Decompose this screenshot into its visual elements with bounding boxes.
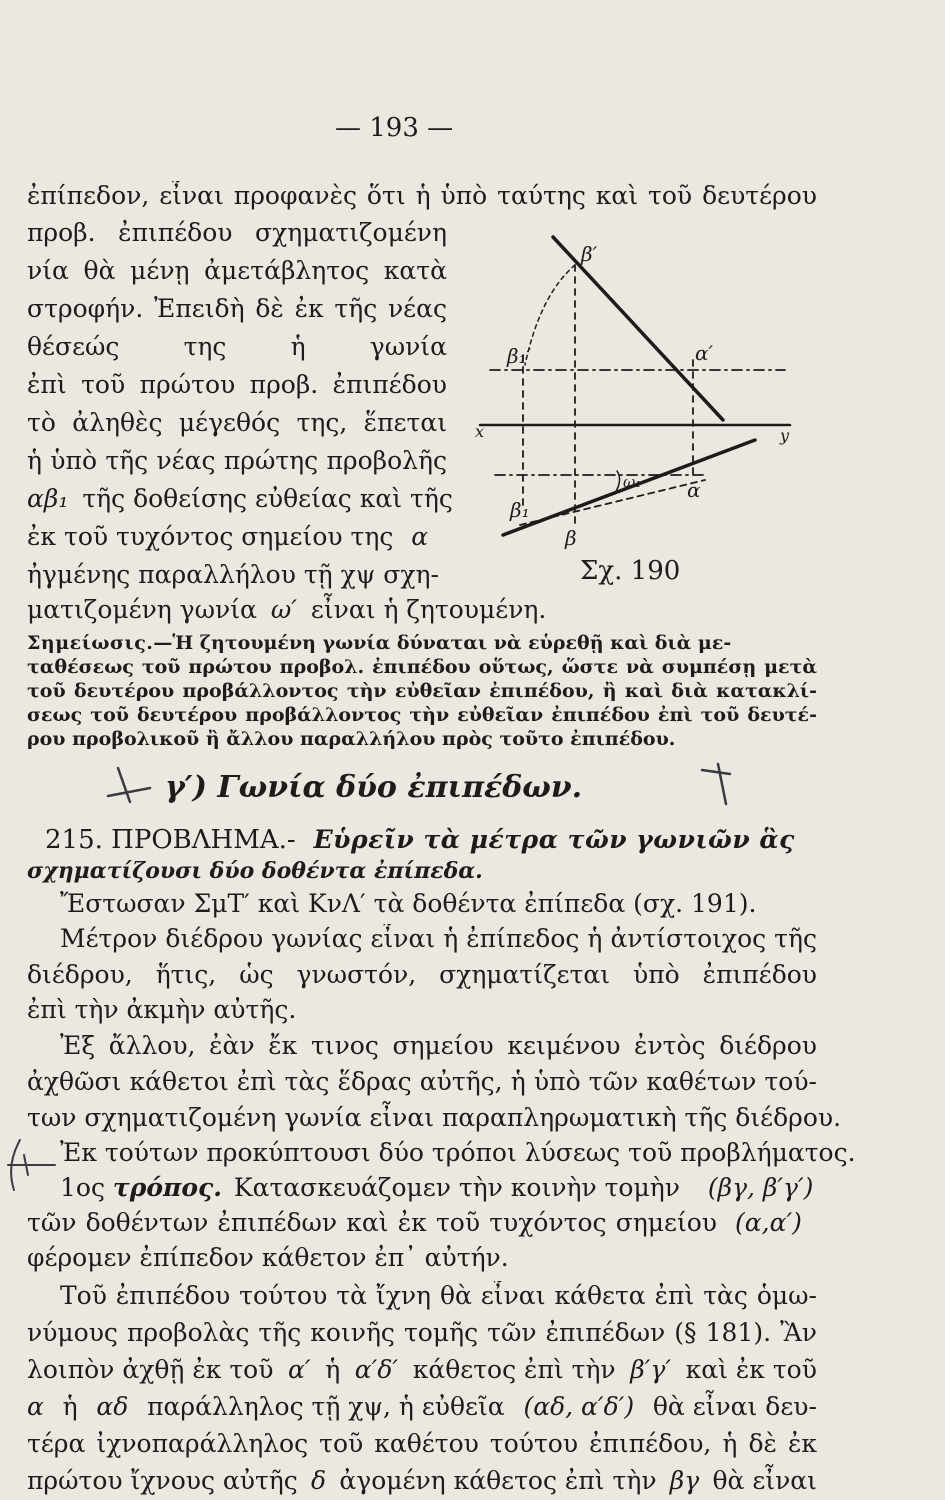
text-line: ἐπὶ τοῦ πρώτου προβ. ἐπιπέδου [27, 370, 447, 399]
footer-number [49, 1472, 50, 1473]
text-fragment: —Ἡ ζητουμένη γωνία δύναται νὰ εὑρεθῇ καὶ διὰ με- [153, 632, 732, 654]
text-line: Μέτρον διέδρου γωνίας εἶναι ἡ ἐπίπεδος ἡ ἀντίστοιχος τῆς [60, 924, 817, 953]
symbol-aa: (α,α′) [735, 1208, 802, 1237]
method-label: τρόπος. [112, 1173, 222, 1202]
text-fragment: εἶναι ἡ ζητουμένη. [310, 595, 547, 624]
label-y: y [780, 426, 790, 445]
text-line: Ἐκ τούτων προκύπτουσι δύο τρόποι λύσεως τοῦ προβλήματος. [60, 1138, 856, 1167]
text-fragment: ἐκ τοῦ τυχόντος σημείου της [27, 522, 394, 551]
symbol: α′ [288, 1355, 311, 1384]
text-line [27, 1355, 817, 1385]
line-a-b1 [520, 480, 705, 525]
symbol-bg: (βγ, β′γ′) [707, 1173, 814, 1202]
text-line: φέρομεν ἐπίπεδον κάθετον ἐπ᾿ αὐτήν. [27, 1243, 509, 1272]
symbol: α′δ′ [354, 1355, 399, 1384]
note-line: τοῦ δευτέρου προβάλλοντος τὴν εὐθεῖαν ἐπιπέδου, ἢ καὶ διὰ κατακλί- [27, 680, 817, 702]
text-line: στροφήν. Ἐπειδὴ δὲ ἐκ τῆς νέας [27, 294, 447, 323]
text-line [27, 522, 428, 552]
text-line [60, 1173, 817, 1203]
problem-line [45, 825, 815, 855]
footer [27, 1472, 50, 1473]
problem-line: σχηματίζουσι δύο δοθέντα ἐπίπεδα. [27, 858, 483, 884]
figure-caption: Σχ. 190 [580, 556, 681, 586]
symbol: (αδ, α′δ′) [523, 1392, 635, 1421]
text-fragment: Κατασκευάζομεν τὴν κοινὴν τομὴν [233, 1173, 680, 1202]
text-fragment: κάθετος ἐπὶ τὴν [412, 1355, 616, 1384]
text-line: Τοῦ ἐπιπέδου τούτου τὰ ἴχνη θὰ εἶναι κάθετα ἐπὶ τὰς ὁμω- [60, 1281, 817, 1310]
label-omega1: ω₁ [623, 473, 642, 491]
text-fragment: ἀγομένη κάθετος ἐπὶ τὴν [339, 1466, 657, 1495]
text-fragment: πρώτου ἴχνους αὐτῆς [27, 1466, 298, 1495]
problem-number: 215. ΠΡΟΒΛΗΜΑ.- [45, 825, 296, 855]
text-line: προβ. ἐπιπέδου σχηματιζομένη [27, 218, 447, 247]
symbol: βγ [669, 1466, 700, 1495]
text-line: ἡ ὑπὸ τῆς νέας πρώτης προβολῆς [27, 446, 447, 475]
text-line: νύμους προβολὰς τῆς κοινῆς τομῆς τῶν ἐπιπέδων (§ 181). Ἂν [27, 1318, 817, 1347]
symbol-a: α [411, 522, 429, 551]
section-heading: γ′) Γωνία δύο ἐπιπέδων. [165, 770, 583, 805]
label-a: α [687, 478, 701, 502]
text-fragment: ἡ [325, 1355, 341, 1384]
text-fragment: θὰ εἶναι [712, 1466, 817, 1495]
text-fragment: τῆς δοθείσης εὐθείας καὶ τῆς [82, 484, 453, 513]
text-fragment: λοιπὸν ἀχθῇ ἐκ τοῦ [27, 1355, 274, 1384]
text-line: ἐπὶ τὴν ἀκμὴν αὐτῆς. [27, 995, 297, 1024]
label-b: β [565, 526, 577, 550]
text-line [27, 1466, 817, 1496]
symbol: α [27, 1392, 44, 1421]
note-line: ρου προβολικοῦ ἢ ἄλλου παραλλήλου πρὸς τοῦτο ἐπιπέδου. [27, 728, 676, 750]
label-b1-prime: β₁′ [507, 344, 532, 368]
text-line: ἐπίπεδον, εἶναι προφανὲς ὅτι ἡ ὑπὸ ταύτης καὶ τοῦ δευτέρου [27, 181, 817, 210]
symbol-ab1: αβ₁ [27, 484, 69, 513]
method-number: 1ος [60, 1173, 105, 1202]
symbol: αδ [96, 1392, 129, 1421]
problem-title: Εὑρεῖν τὰ μέτρα τῶν γωνιῶν ἃς [313, 825, 795, 854]
label-b-prime: β′ [581, 242, 598, 266]
note-line: ταθέσεως τοῦ πρώτου προβολ. ἐπιπέδου οὕτως, ὥστε νὰ συμπέσῃ μετὰ [27, 656, 817, 678]
text-fragment: ματιζομένη γωνία [27, 595, 257, 624]
text-line: διέδρου, ἥτις, ὡς γνωστόν, σχηματίζεται ὑπὸ ἐπιπέδου [27, 960, 817, 989]
text-line: των σχηματιζομένη γωνία εἶναι παραπληρωματικὴ τῆς διέδρου. [27, 1103, 842, 1132]
page-number: — 193 — [335, 113, 454, 143]
text-fragment: παράλληλος τῇ χψ, ἡ εὐθεῖα [147, 1392, 505, 1421]
text-line [27, 1392, 817, 1422]
text-line: τὸ ἀληθὲς μέγεθός της, ἕπεται [27, 408, 447, 437]
note-line: σεως τοῦ δευτέρου προβάλλοντος τὴν εὐθεῖαν ἐπιπέδου ἐπὶ τοῦ δευτέ- [27, 704, 817, 726]
line-a-prime-b-prime [553, 237, 723, 420]
text-fragment: θὰ εἶναι δευ- [652, 1392, 817, 1421]
text-line: ἀχθῶσι κάθετοι ἐπὶ τὰς ἕδρας αὐτῆς, ἡ ὑπὸ τῶν καθέτων τού- [27, 1067, 817, 1096]
text-line: Ἐξ ἄλλου, ἐὰν ἔκ τινος σημείου κειμένου ἐντὸς διέδρου [60, 1031, 817, 1060]
label-x: x [475, 422, 485, 441]
text-line: θέσεώς της ἡ γωνία [27, 332, 447, 361]
symbol: β′γ′ [630, 1355, 671, 1384]
text-line: τέρα ἰχνοπαράλληλος τοῦ καθέτου τούτου ἐπιπέδου, ἡ δὲ ἐκ [27, 1429, 817, 1458]
symbol: δ [311, 1466, 327, 1495]
text-line: ἠγμένης παραλλήλου τῇ χψ σχη- [27, 560, 439, 589]
text-line [27, 595, 546, 625]
label-a-prime: α′ [695, 341, 714, 365]
text-fragment: καὶ ἐκ τοῦ [685, 1355, 817, 1384]
note-line [27, 631, 817, 655]
figure-190 [465, 225, 815, 565]
text-line: Ἔστωσαν ΣμΤ′ καὶ ΚνΛ′ τὰ δοθέντα ἐπίπεδα (σχ. 191). [60, 889, 757, 918]
text-line: τῶν δοθέντων ἐπιπέδων καὶ ἐκ τοῦ τυχόντος σημείου [27, 1208, 717, 1237]
note-label: Σημείωσις. [27, 632, 154, 654]
footer-text [27, 1472, 48, 1473]
rotation-arc [525, 265, 575, 365]
label-b1: β₁ [510, 498, 530, 522]
symbol-omega: ω′ [270, 595, 297, 624]
text-line [27, 484, 453, 514]
text-line: νία θὰ μένῃ ἀμετάβλητος κατὰ [27, 256, 447, 285]
pencil-mark-left [100, 760, 160, 810]
pencil-mark-right [690, 760, 740, 810]
text-fragment: ἡ [62, 1392, 78, 1421]
